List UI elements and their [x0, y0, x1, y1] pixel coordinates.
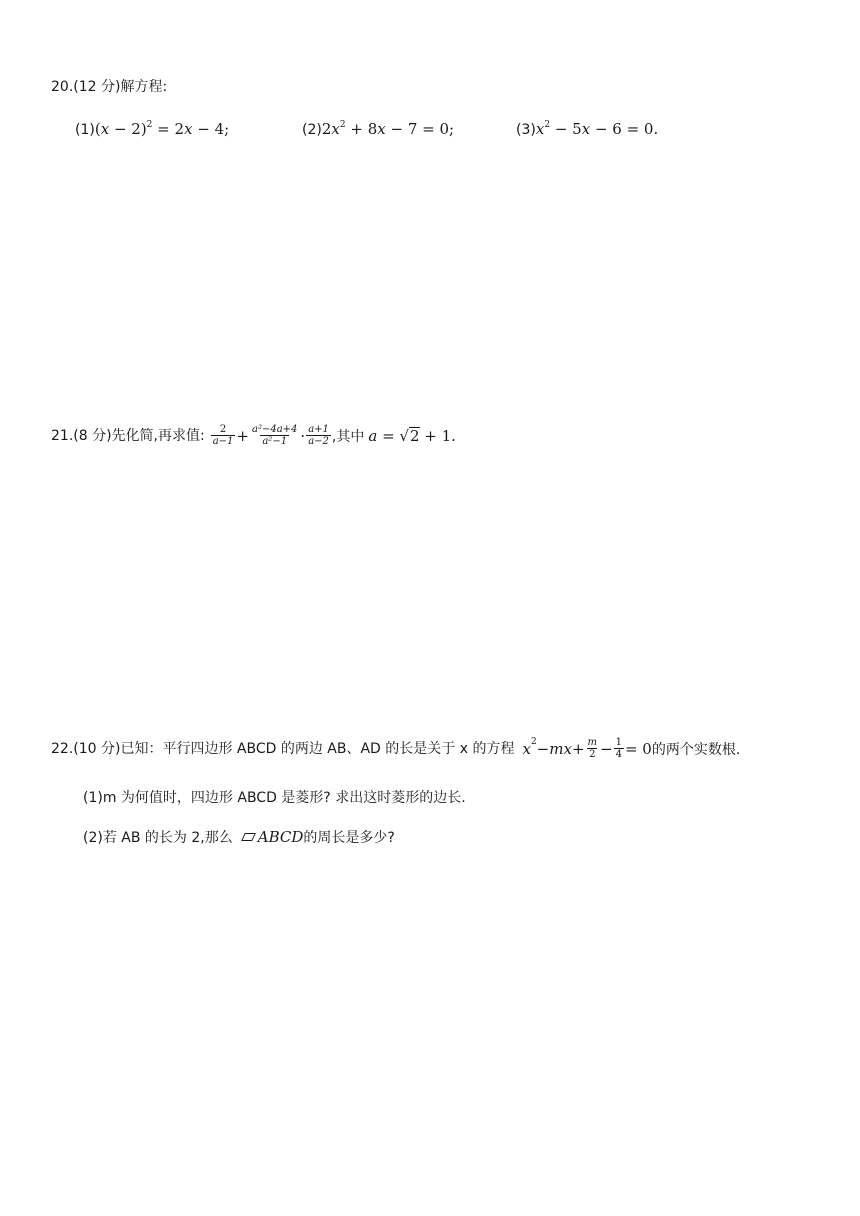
q20-part2-label: (2)	[302, 122, 322, 138]
q21-fraction-2: $\frac{\text{a²−4a+4}}{\text{a²−1}}$	[252, 424, 298, 447]
q20-part1: $(1)(x - 2)^2 = 2x - 4$;	[75, 120, 230, 138]
q20-part2: $(2)2x^2 + 8x - 7 = 0$;	[302, 120, 455, 138]
q21-fraction-3: $\frac{a+1}{a-2}$	[308, 424, 329, 447]
q22-fraction-quarter: $\frac{1}{4}$	[615, 737, 622, 760]
q22-line: 22.(10 分)已知：平行四边形 ABCD 的两边 AB、AD 的长是关于 x 的方程 x 2 − mx + $\frac{m}{2}$ − $\frac{1}{4}$ = 0 的两个实数根.	[51, 736, 741, 760]
q21-fraction-1: $\frac{2}{a-1}$	[212, 424, 234, 447]
q20-header: 20.(12 分)解方程:	[51, 79, 168, 95]
q22-sub1: (1)m 为何值时，四边形 ABCD 是菱形? 求出这时菱形的边长.	[83, 790, 466, 806]
q20-part3: $(3)x^2 - 5x - 6 = 0$.	[516, 120, 659, 138]
q22-equation: x 2 − mx + $\frac{m}{2}$ − $\frac{1}{4}$ = 0	[522, 736, 652, 760]
q21-condition: a = √2 + 1.	[368, 426, 456, 445]
parallelogram-icon	[241, 833, 256, 841]
q22-fraction-m: $\frac{m}{2}$	[587, 737, 597, 760]
q20-part3-label: (3)	[516, 122, 536, 138]
q22-sub2: (2)若 AB 的长为 2,那么 ABCD 的周长是多少?	[83, 828, 395, 846]
q21-line: 21.(8 分)先化简,再求值: $\frac{2}{a-1}$ + $\frac{\text{a²−4a+4}}{\text{a²−1}}$ · $\frac{a+1}{a-2}$ ,其中 a = √2 + 1.	[51, 424, 456, 447]
q20-part1-label: (1)	[75, 122, 95, 138]
q21-header: 21.(8 分)先化简,再求值:	[51, 427, 205, 444]
q22-header: 22.(10 分)已知：平行四边形 ABCD 的两边 AB、AD 的长是关于 x 的方程	[51, 740, 515, 757]
